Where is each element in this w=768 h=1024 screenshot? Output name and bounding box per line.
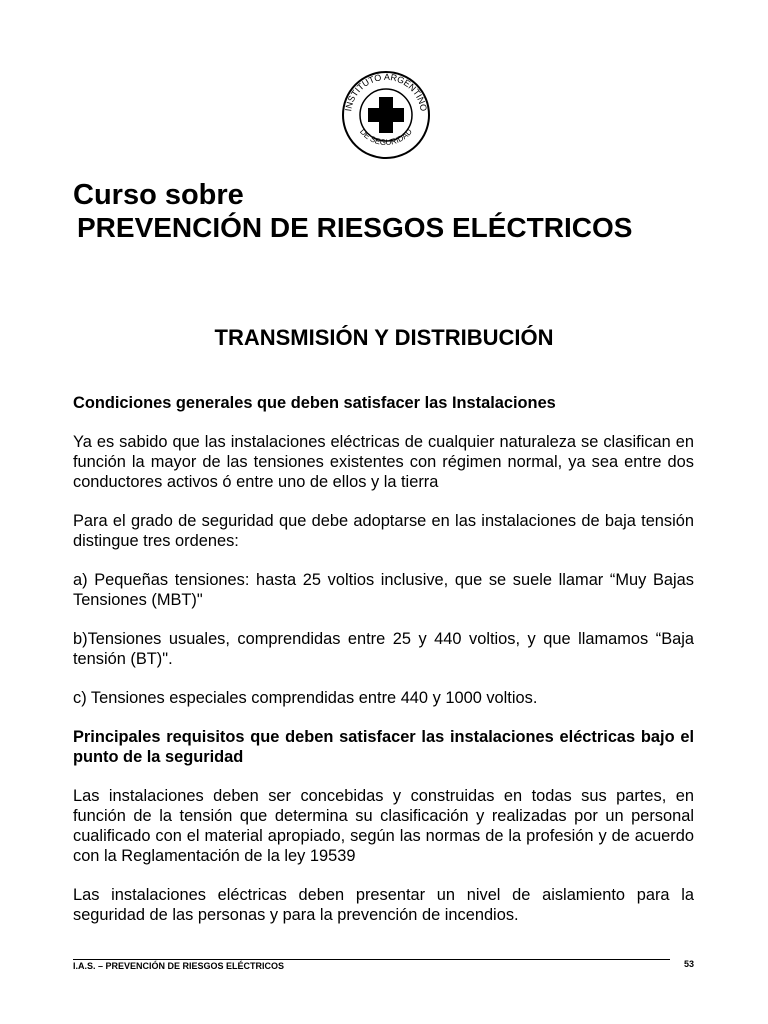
paragraph-small-voltages: a) Pequeñas tensiones: hasta 25 voltios inclusive, que se suele llamar “Muy Bajas Tensiones (MBT)": [73, 571, 694, 609]
institute-logo: [336, 70, 436, 160]
cross-icon: [368, 97, 404, 133]
logo-text-top: INSTITUTO ARGENTINO: [343, 71, 429, 112]
paragraph-classification: Ya es sabido que las instalaciones eléctricas de cualquier naturaleza se clasifican en función la mayor de las tensiones existentes con régimen normal, ya sea entre dos conductores activos ó entre uno de ellos y la tierra: [73, 433, 694, 491]
logo-text-bottom: DE SEGURIDAD: [357, 127, 415, 148]
subheading-main-requirements: Principales requisitos que deben satisfacer las instalaciones eléctricas bajo el punto de la seguridad: [73, 728, 694, 766]
paragraph-installation-design: Las instalaciones deben ser concebidas y construidas en todas sus partes, en función de la tensión que determina su clasificación y realizadas por un personal cualificado con el material apropiado, según las normas de la profesión y de acuerdo con la Reglamentación de la ley 19539: [73, 787, 694, 865]
course-title: PREVENCIÓN DE RIESGOS ELÉCTRICOS: [77, 212, 633, 243]
seal-graphic: [336, 70, 436, 160]
page-number: 53: [683, 959, 694, 969]
paragraph-insulation-level: Las instalaciones eléctricas deben presentar un nivel de aislamiento para la seguridad de las personas y para la prevención de incendios.: [73, 886, 694, 924]
course-label: Curso sobre: [73, 179, 244, 211]
paragraph-usual-voltages: b)Tensiones usuales, comprendidas entre 25 y 440 voltios, y que llamamos “Baja tensión (BT)".: [73, 630, 694, 668]
paragraph-security-degree: Para el grado de seguridad que debe adoptarse en las instalaciones de baja tensión distingue tres ordenes:: [73, 512, 694, 550]
document-body: [73, 393, 694, 944]
section-title: TRANSMISIÓN Y DISTRIBUCIÓN: [214, 325, 554, 350]
footer-divider: [73, 959, 670, 960]
paragraph-special-voltages: c) Tensiones especiales comprendidas entre 440 y 1000 voltios.: [73, 689, 538, 707]
subheading-general-conditions: Condiciones generales que deben satisfacer las Instalaciones: [73, 394, 556, 412]
footer-label: I.A.S. – PREVENCIÓN DE RIESGOS ELÉCTRICOS: [73, 961, 285, 971]
